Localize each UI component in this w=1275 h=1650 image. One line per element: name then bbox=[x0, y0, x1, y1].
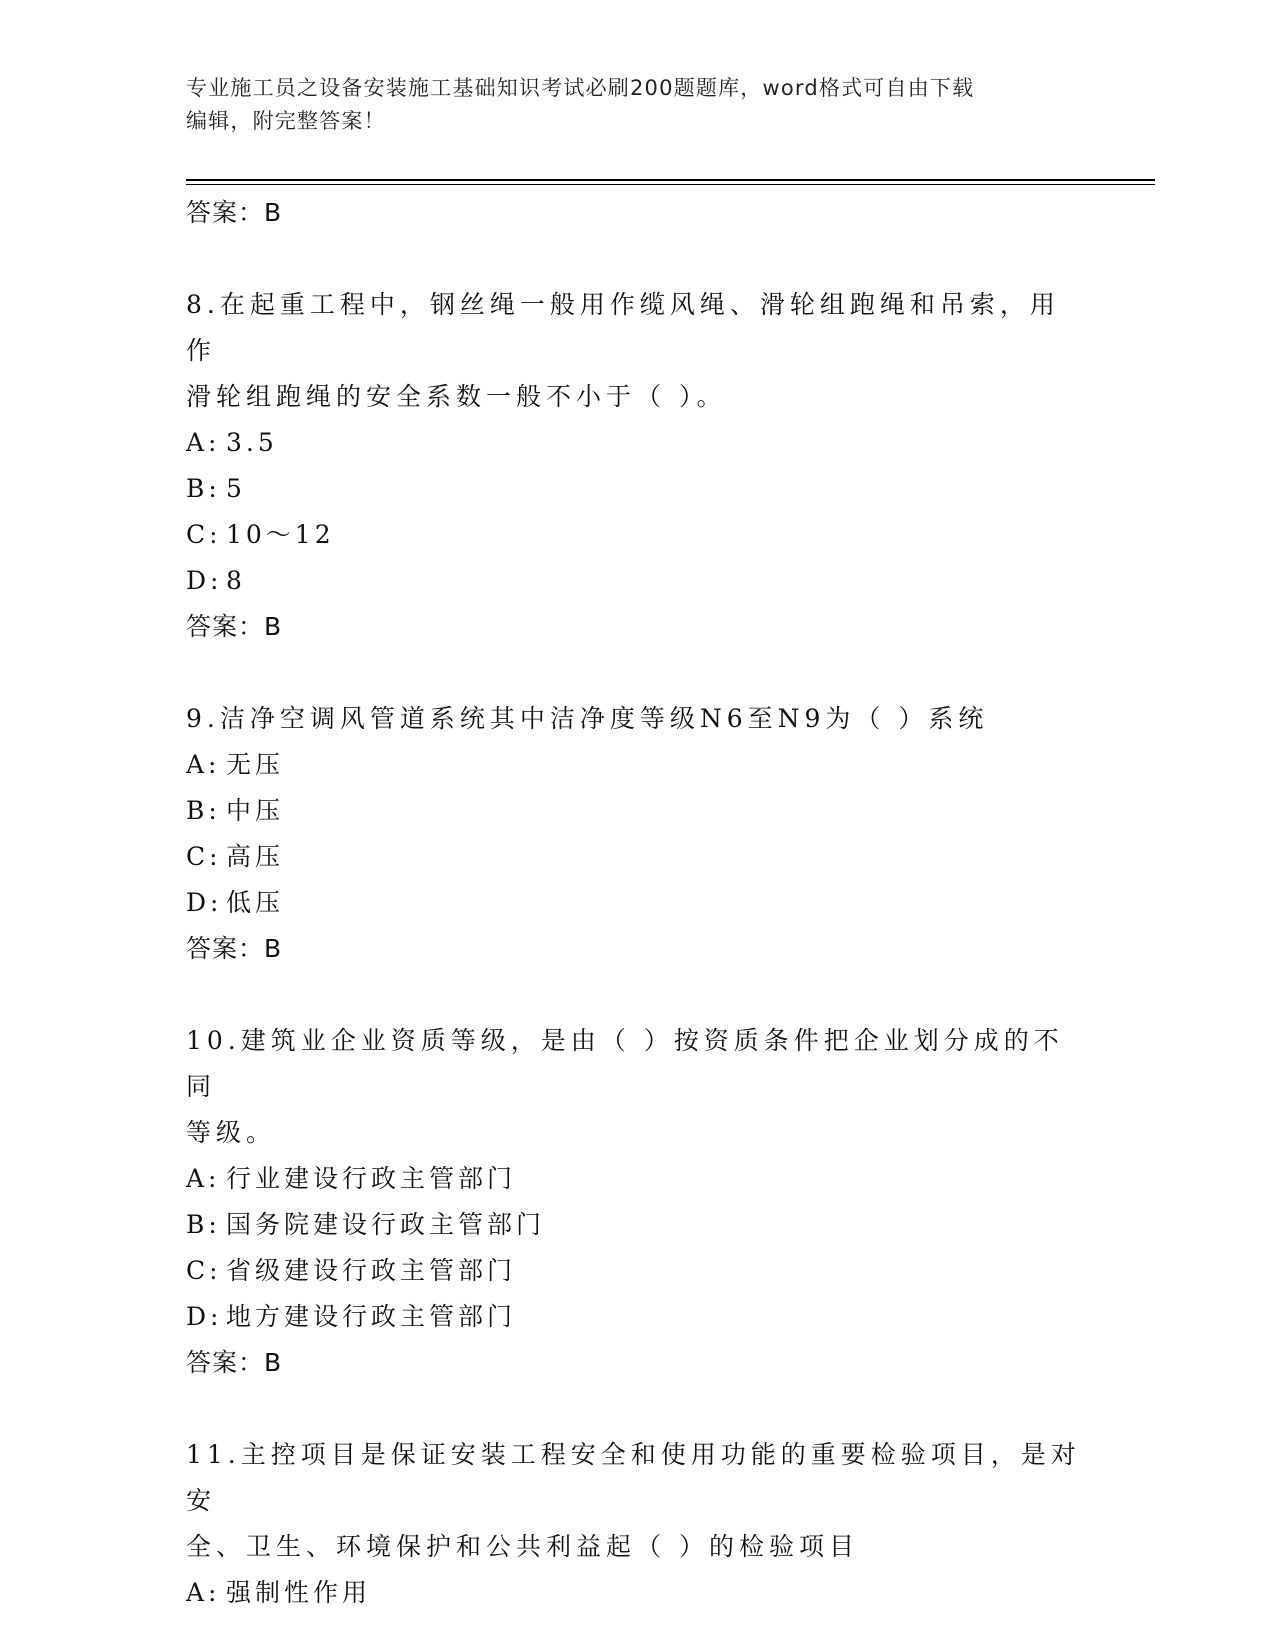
question-10 bbox=[186, 1018, 1086, 1386]
option-text: 省级建设行政主管部门 bbox=[226, 1256, 517, 1285]
option-a bbox=[186, 1570, 1086, 1616]
question-stem-line: 滑轮组跑绳的安全系数一般不小于（ ）。 bbox=[186, 382, 727, 411]
option-d bbox=[186, 1294, 1086, 1340]
option-text: 高压 bbox=[226, 842, 285, 871]
header-title-line-1: 专业施工员之设备安装施工基础知识考试必刷200题题库，word格式可自由下载 bbox=[186, 76, 975, 100]
option-b bbox=[186, 466, 1086, 512]
question-stem-line: 全、卫生、环境保护和公共利益起（ ）的检验项目 bbox=[186, 1532, 859, 1561]
option-text: 强制性作用 bbox=[226, 1578, 372, 1607]
question-stem bbox=[186, 1432, 1086, 1570]
document-header bbox=[186, 72, 1066, 138]
option-text: 行业建设行政主管部门 bbox=[226, 1164, 517, 1193]
question-8 bbox=[186, 282, 1086, 650]
question-stem-line: 11.主控项目是保证安装工程安全和使用功能的重要检验项目，是对安 bbox=[186, 1440, 1081, 1515]
header-divider-thick bbox=[186, 179, 1155, 181]
question-9 bbox=[186, 696, 1086, 972]
option-c bbox=[186, 1248, 1086, 1294]
question-11 bbox=[186, 1432, 1086, 1616]
option-text: 5 bbox=[226, 474, 246, 503]
option-a bbox=[186, 742, 1086, 788]
option-letter: C: bbox=[186, 1256, 222, 1285]
option-letter: D: bbox=[186, 1302, 223, 1331]
option-letter: A: bbox=[186, 1578, 221, 1607]
option-text: 3.5 bbox=[226, 428, 278, 457]
header-divider-thin bbox=[186, 184, 1155, 185]
option-b bbox=[186, 1202, 1086, 1248]
option-b bbox=[186, 788, 1086, 834]
option-letter: B: bbox=[186, 1210, 221, 1239]
option-a bbox=[186, 1156, 1086, 1202]
option-text: 低压 bbox=[226, 888, 285, 917]
question-stem bbox=[186, 282, 1086, 420]
option-letter: C: bbox=[186, 520, 222, 549]
option-letter: A: bbox=[186, 428, 221, 457]
question-stem-line: 10.建筑业企业资质等级，是由（ ）按资质条件把企业划分成的不同 bbox=[186, 1026, 1064, 1101]
option-text: 10～12 bbox=[226, 520, 335, 549]
document-body bbox=[186, 190, 1086, 1616]
question-stem-line: 8.在起重工程中，钢丝绳一般用作缆风绳、滑轮组跑绳和吊索，用作 bbox=[186, 290, 1060, 365]
option-letter: B: bbox=[186, 796, 221, 825]
answer-previous-question: 答案：B bbox=[186, 198, 283, 227]
option-d bbox=[186, 880, 1086, 926]
question-stem-line: 等级。 bbox=[186, 1118, 277, 1147]
option-letter: B: bbox=[186, 474, 221, 503]
answer: 答案：B bbox=[186, 612, 283, 641]
question-stem-line: 9.洁净空调风管道系统其中洁净度等级N6至N9为（ ）系统 bbox=[186, 704, 989, 733]
option-a bbox=[186, 420, 1086, 466]
option-d bbox=[186, 558, 1086, 604]
answer: 答案：B bbox=[186, 1348, 283, 1377]
option-letter: A: bbox=[186, 750, 221, 779]
option-c bbox=[186, 512, 1086, 558]
option-text: 中压 bbox=[226, 796, 285, 825]
answer: 答案：B bbox=[186, 934, 283, 963]
option-text: 无压 bbox=[226, 750, 285, 779]
option-letter: C: bbox=[186, 842, 222, 871]
option-text: 地方建设行政主管部门 bbox=[226, 1302, 517, 1331]
option-text: 国务院建设行政主管部门 bbox=[226, 1210, 546, 1239]
question-stem bbox=[186, 1018, 1086, 1156]
header-title-line-2: 编辑，附完整答案！ bbox=[186, 109, 386, 133]
option-letter: A: bbox=[186, 1164, 221, 1193]
option-text: 8 bbox=[226, 566, 246, 595]
option-c bbox=[186, 834, 1086, 880]
option-letter: D: bbox=[186, 888, 223, 917]
option-letter: D: bbox=[186, 566, 223, 595]
question-stem bbox=[186, 696, 1086, 742]
